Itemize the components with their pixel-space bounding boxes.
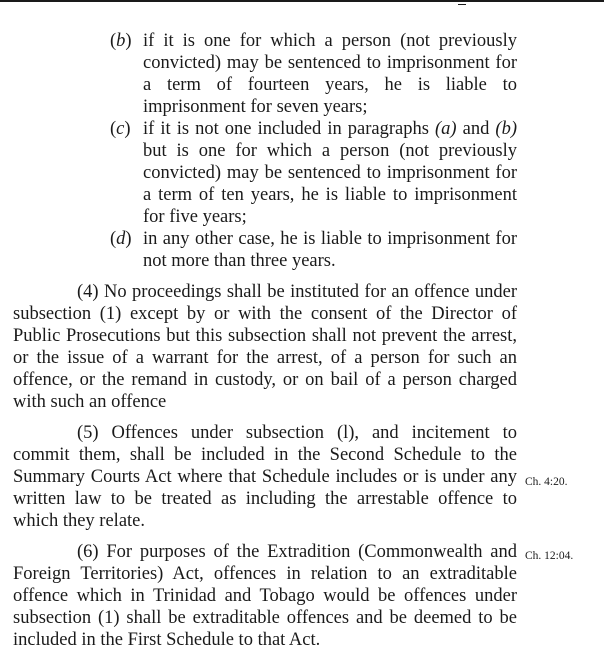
paragraph-b-label: (b) [110,31,132,51]
subsection-5: (5) Offences under subsection (l), and incitement to commit them, shall be included in the Second Schedule to the Summary Courts Act where that Schedule includes or is under any written law to be treated as including the arrestable offence to which they relate. [13,423,517,531]
subsection-6: (6) For purposes of the Extradition (Commonwealth and Foreign Territories) Act, offences in relation to an extraditable offence which in Trinidad and Tobago would be offences under subsection (1) shall be extraditable offences and be deemed to be included in the First Schedule to that Act. [13,542,517,650]
statute-text [13,30,517,651]
ref-b: (b) [495,119,517,139]
paragraph-c-label: (c) [110,119,131,139]
paragraph-d-label: (d) [110,229,132,249]
header-rule [0,0,604,2]
paragraph-c [13,118,517,228]
subsection-4: (4) No proceedings shall be instituted for an offence under subsection (1) except by or with the consent of the Director of Public Prosecutions but this subsection shall not prevent the arrest, or the issue of a warrant for the arrest, of a person for such an offence, or the remand in custody, or on bail of a person charged with such an offence [13,282,517,412]
paragraph-d-text: in any other case, he is liable to imprisonment for not more than three years. [143,229,517,271]
margin-note-summary-courts: Ch. 4:20. [525,476,568,488]
paragraph-b-text: if it is one for which a person (not previously convicted) may be sentenced to imprisonment for a term of fourteen years, he is liable to imprisonment for seven years; [143,31,517,117]
paragraph-b [13,30,517,118]
ref-a: (a) [435,119,457,139]
paragraph-d [13,228,517,272]
paragraph-c-text: if it is not one included in paragraphs (a) and (b) but is one for which a person (not previously convicted) may be sentenced to imprisonment for a term of ten years, he is liable to imprisonment for five years; [143,119,517,227]
margin-note-extradition: Ch. 12:04. [525,550,574,562]
